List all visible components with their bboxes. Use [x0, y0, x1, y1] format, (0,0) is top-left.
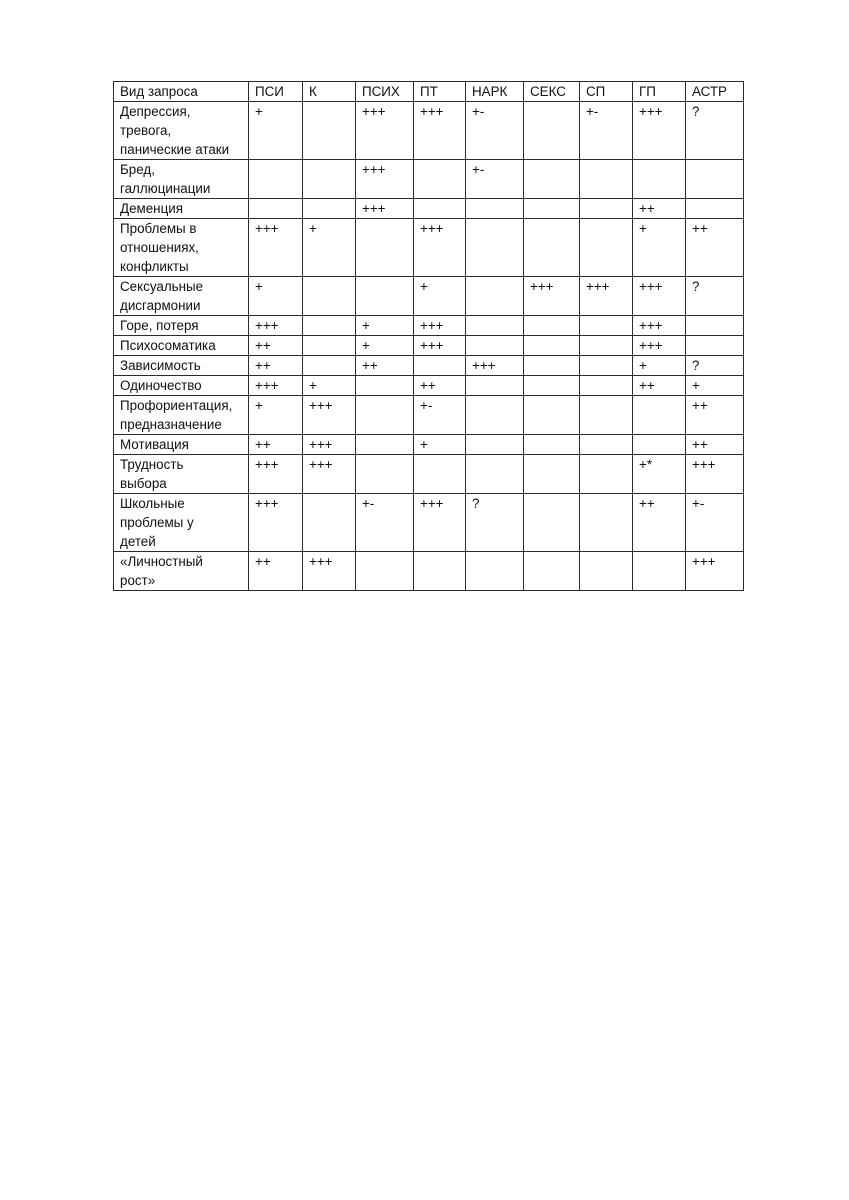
rating-cell: +++: [580, 277, 633, 316]
rating-cell: [466, 199, 524, 219]
rating-cell: [580, 199, 633, 219]
rating-cell: +++: [633, 102, 686, 160]
rating-cell: +++: [249, 316, 303, 336]
rating-cell: [580, 316, 633, 336]
table-row: [114, 316, 744, 336]
rating-cell: [524, 376, 580, 396]
rating-cell: +: [249, 277, 303, 316]
rating-cell: ?: [686, 356, 744, 376]
rating-cell: +++: [249, 494, 303, 552]
rating-cell: [686, 199, 744, 219]
rating-cell: [466, 552, 524, 591]
rating-cell: +++: [303, 455, 356, 494]
rating-cell: +: [249, 102, 303, 160]
rating-cell: [524, 219, 580, 277]
rating-cell: +: [686, 376, 744, 396]
rating-cell: ++: [686, 396, 744, 435]
rating-cell: ?: [686, 102, 744, 160]
rating-cell: [356, 376, 414, 396]
rating-cell: [356, 552, 414, 591]
column-header-request-type: Вид запроса: [114, 82, 249, 102]
rating-cell: ++: [249, 356, 303, 376]
row-label-cell: Горе, потеря: [114, 316, 249, 336]
rating-cell: ++: [356, 356, 414, 376]
row-label-cell: Деменция: [114, 199, 249, 219]
table-row: [114, 494, 744, 552]
rating-cell: +: [356, 336, 414, 356]
rating-cell: [633, 396, 686, 435]
rating-cell: [356, 435, 414, 455]
rating-cell: [524, 199, 580, 219]
rating-cell: +++: [524, 277, 580, 316]
column-header: НАРК: [466, 82, 524, 102]
column-header: СЕКС: [524, 82, 580, 102]
rating-cell: [356, 396, 414, 435]
rating-cell: +++: [249, 219, 303, 277]
rating-cell: +++: [249, 455, 303, 494]
rating-cell: ++: [633, 494, 686, 552]
rating-cell: +-: [466, 102, 524, 160]
rating-cell: [524, 316, 580, 336]
table-body: [114, 102, 744, 591]
rating-cell: +++: [633, 316, 686, 336]
table-row: [114, 102, 744, 160]
rating-cell: +: [249, 396, 303, 435]
table-row: [114, 336, 744, 356]
rating-cell: +: [303, 376, 356, 396]
rating-cell: [249, 160, 303, 199]
rating-cell: [466, 336, 524, 356]
rating-cell: [580, 219, 633, 277]
rating-cell: +++: [356, 199, 414, 219]
column-header: К: [303, 82, 356, 102]
table-row: [114, 199, 744, 219]
rating-cell: +-: [356, 494, 414, 552]
table-row: [114, 396, 744, 435]
rating-cell: [580, 455, 633, 494]
column-header: ПСИ: [249, 82, 303, 102]
rating-cell: +++: [414, 102, 466, 160]
rating-cell: [524, 160, 580, 199]
rating-cell: [303, 316, 356, 336]
row-label-cell: Бред, галлюцинации: [114, 160, 249, 199]
rating-cell: [466, 455, 524, 494]
table-row: [114, 552, 744, 591]
rating-cell: [686, 316, 744, 336]
rating-cell: +*: [633, 455, 686, 494]
rating-cell: [466, 396, 524, 435]
table-row: [114, 160, 744, 199]
rating-cell: [414, 356, 466, 376]
row-label-cell: Школьные проблемы у детей: [114, 494, 249, 552]
table-row: [114, 376, 744, 396]
rating-cell: +++: [356, 160, 414, 199]
rating-cell: +++: [466, 356, 524, 376]
request-table: [113, 81, 744, 591]
rating-cell: +++: [303, 396, 356, 435]
row-label-cell: Зависимость: [114, 356, 249, 376]
row-label-cell: Депрессия, тревога, панические атаки: [114, 102, 249, 160]
rating-cell: [249, 199, 303, 219]
rating-cell: +: [633, 356, 686, 376]
rating-cell: [303, 494, 356, 552]
rating-cell: ++: [414, 376, 466, 396]
rating-cell: +++: [633, 336, 686, 356]
rating-cell: ++: [249, 435, 303, 455]
rating-cell: [524, 396, 580, 435]
rating-cell: [466, 219, 524, 277]
rating-cell: [414, 199, 466, 219]
rating-cell: ?: [686, 277, 744, 316]
rating-cell: [356, 219, 414, 277]
rating-cell: [414, 160, 466, 199]
rating-cell: [414, 455, 466, 494]
column-header: ПТ: [414, 82, 466, 102]
rating-cell: +++: [633, 277, 686, 316]
column-header: АСТР: [686, 82, 744, 102]
header-row: [114, 82, 744, 102]
rating-cell: [524, 336, 580, 356]
rating-cell: ++: [249, 336, 303, 356]
table-row: [114, 277, 744, 316]
rating-cell: ++: [686, 219, 744, 277]
rating-cell: [524, 356, 580, 376]
rating-cell: [356, 455, 414, 494]
rating-cell: +: [414, 435, 466, 455]
rating-cell: [686, 160, 744, 199]
rating-cell: [303, 102, 356, 160]
rating-cell: [303, 277, 356, 316]
rating-cell: [466, 277, 524, 316]
rating-cell: +: [356, 316, 414, 336]
rating-cell: ++: [633, 199, 686, 219]
rating-cell: +-: [580, 102, 633, 160]
rating-cell: [580, 552, 633, 591]
rating-cell: [580, 376, 633, 396]
rating-cell: [524, 435, 580, 455]
rating-cell: +-: [414, 396, 466, 435]
rating-cell: [580, 494, 633, 552]
rating-cell: [356, 277, 414, 316]
rating-cell: [303, 199, 356, 219]
rating-cell: [466, 316, 524, 336]
rating-cell: [303, 160, 356, 199]
rating-cell: +++: [686, 455, 744, 494]
table-row: [114, 435, 744, 455]
column-header: СП: [580, 82, 633, 102]
rating-cell: [466, 376, 524, 396]
row-label-cell: «Личностный рост»: [114, 552, 249, 591]
rating-cell: [524, 552, 580, 591]
row-label-cell: Трудность выбора: [114, 455, 249, 494]
rating-cell: [633, 552, 686, 591]
rating-cell: [580, 435, 633, 455]
rating-cell: [303, 356, 356, 376]
rating-cell: [414, 552, 466, 591]
column-header: ГП: [633, 82, 686, 102]
rating-cell: +++: [303, 552, 356, 591]
rating-cell: [580, 396, 633, 435]
row-label-cell: Проблемы в отношениях, конфликты: [114, 219, 249, 277]
rating-cell: [303, 336, 356, 356]
rating-cell: +: [414, 277, 466, 316]
rating-cell: +++: [414, 336, 466, 356]
rating-cell: +++: [356, 102, 414, 160]
rating-cell: [524, 102, 580, 160]
rating-cell: [580, 336, 633, 356]
rating-cell: [633, 160, 686, 199]
rating-cell: +-: [686, 494, 744, 552]
rating-cell: [466, 435, 524, 455]
table-row: [114, 455, 744, 494]
table-row: [114, 356, 744, 376]
row-label-cell: Психосоматика: [114, 336, 249, 356]
rating-cell: +: [303, 219, 356, 277]
rating-cell: ++: [686, 435, 744, 455]
rating-cell: +++: [414, 316, 466, 336]
row-label-cell: Профориентация, предназначение: [114, 396, 249, 435]
rating-cell: +++: [249, 376, 303, 396]
rating-cell: [580, 356, 633, 376]
rating-cell: [686, 336, 744, 356]
row-label-cell: Мотивация: [114, 435, 249, 455]
column-header: ПСИХ: [356, 82, 414, 102]
rating-cell: ++: [633, 376, 686, 396]
row-label-cell: Сексуальные дисгармонии: [114, 277, 249, 316]
rating-cell: [524, 455, 580, 494]
rating-cell: +++: [414, 219, 466, 277]
rating-cell: [633, 435, 686, 455]
rating-cell: +++: [303, 435, 356, 455]
rating-cell: [524, 494, 580, 552]
rating-cell: ++: [249, 552, 303, 591]
rating-cell: [580, 160, 633, 199]
rating-cell: +: [633, 219, 686, 277]
row-label-cell: Одиночество: [114, 376, 249, 396]
rating-cell: +-: [466, 160, 524, 199]
rating-cell: +++: [414, 494, 466, 552]
table-row: [114, 219, 744, 277]
rating-cell: +++: [686, 552, 744, 591]
rating-cell: ?: [466, 494, 524, 552]
